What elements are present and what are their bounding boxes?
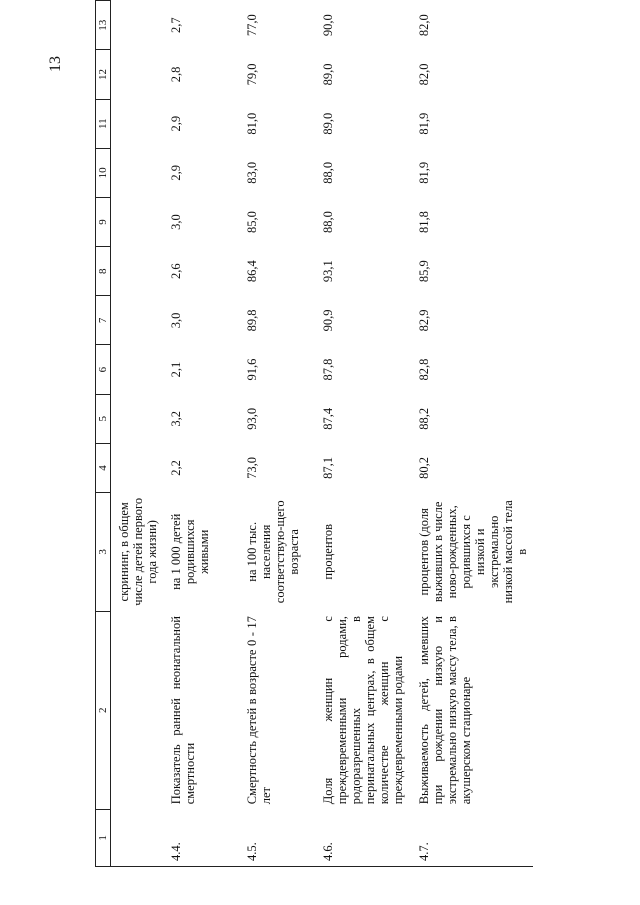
- row-number: 4.6.: [315, 809, 411, 866]
- table-row: [163, 1, 239, 867]
- indicators-table: [95, 0, 533, 867]
- value-cell: 86,4: [245, 260, 260, 283]
- value-cell: 82,8: [417, 358, 432, 381]
- value-cell: 3,0: [169, 214, 184, 230]
- value-cell: 93,1: [321, 260, 336, 283]
- column-number: 11: [96, 99, 111, 148]
- value-cell: 73,0: [245, 457, 260, 479]
- value-cell: 85,0: [245, 211, 260, 233]
- value-cell: 88,0: [321, 161, 336, 184]
- column-number-row: [96, 1, 111, 867]
- value-cell: 89,8: [245, 309, 260, 332]
- unit-cell: на 1 000 детей родившихся живыми: [169, 513, 212, 590]
- value-cell: 83,0: [245, 161, 260, 184]
- value-cell: 2,2: [169, 460, 184, 476]
- row-number: 4.5.: [239, 809, 315, 866]
- column-number: 10: [96, 148, 111, 197]
- value-cell: 2,9: [169, 165, 184, 181]
- value-cell: 82,0: [417, 63, 432, 86]
- value-cell: 81,9: [417, 161, 432, 184]
- value-cell: 88,0: [321, 211, 336, 233]
- table-row: [411, 1, 533, 867]
- column-number: 12: [96, 50, 111, 99]
- row-number: 4.4.: [163, 809, 239, 866]
- value-cell: 81,0: [245, 112, 260, 135]
- unit-cell: на 100 тыс. населения соответствую-щего возраста: [245, 500, 302, 604]
- table-row: [315, 1, 411, 867]
- value-cell: 3,0: [169, 312, 184, 329]
- indicator-name: Доля женщин с преждевременными родами, родоразрешенных в перинатальных центрах, в общем количестве женщин с преждевременными родами: [321, 616, 406, 805]
- unit-cell: процентов: [321, 524, 336, 580]
- value-cell: 93,0: [245, 407, 260, 430]
- value-cell: 2,8: [169, 66, 184, 83]
- column-number: 6: [96, 345, 111, 394]
- value-cell: 77,0: [245, 14, 260, 37]
- column-number: 13: [96, 1, 111, 50]
- column-number: 1: [96, 809, 111, 866]
- column-number: 3: [96, 493, 111, 612]
- value-cell: 88,2: [417, 407, 432, 430]
- indicator-name: Показатель ранней неонатальной смертности: [169, 616, 198, 805]
- value-cell: 79,0: [245, 63, 260, 86]
- value-cell: 3,2: [169, 410, 184, 427]
- value-cell: 87,8: [321, 358, 336, 381]
- column-number: 2: [96, 611, 111, 809]
- value-cell: 81,9: [417, 112, 432, 135]
- unit-cell: скрининг, в общем числе детей первого года жизни): [117, 497, 160, 606]
- column-number: 5: [96, 394, 111, 443]
- value-cell: 87,4: [321, 407, 336, 430]
- value-cell: 87,1: [321, 457, 336, 479]
- value-cell: 89,0: [321, 63, 336, 86]
- column-number: 9: [96, 197, 111, 246]
- value-cell: 91,6: [245, 358, 260, 381]
- value-cell: 82,9: [417, 309, 432, 332]
- indicator-name: Выживаемость детей, имевших при рождении низкую и экстремально низкую массу тела, в акушерском стационаре: [417, 616, 474, 805]
- row-number: 4.7.: [411, 809, 533, 866]
- table-row: [239, 1, 315, 867]
- value-cell: 89,0: [321, 112, 336, 135]
- value-cell: 2,9: [169, 115, 184, 132]
- column-number: 8: [96, 247, 111, 296]
- value-cell: 90,0: [321, 14, 336, 37]
- unit-cell: процентов (доля выживших в числе ново-рожденных, родившихся с низкой и экстремально низкой массой тела в: [417, 500, 530, 604]
- page-number: 13: [47, 56, 64, 72]
- value-cell: 2,7: [169, 17, 184, 33]
- value-cell: 90,9: [321, 309, 336, 332]
- indicator-name: Смертность детей в возрасте 0 - 17 лет: [245, 616, 274, 805]
- value-cell: 2,1: [169, 361, 184, 378]
- column-number: 7: [96, 296, 111, 345]
- value-cell: 85,9: [417, 260, 432, 283]
- value-cell: 80,2: [417, 457, 432, 479]
- value-cell: 2,6: [169, 263, 184, 280]
- table-row-continuation: [111, 1, 164, 867]
- value-cell: 81,8: [417, 211, 432, 233]
- value-cell: 82,0: [417, 14, 432, 37]
- column-number: 4: [96, 443, 111, 492]
